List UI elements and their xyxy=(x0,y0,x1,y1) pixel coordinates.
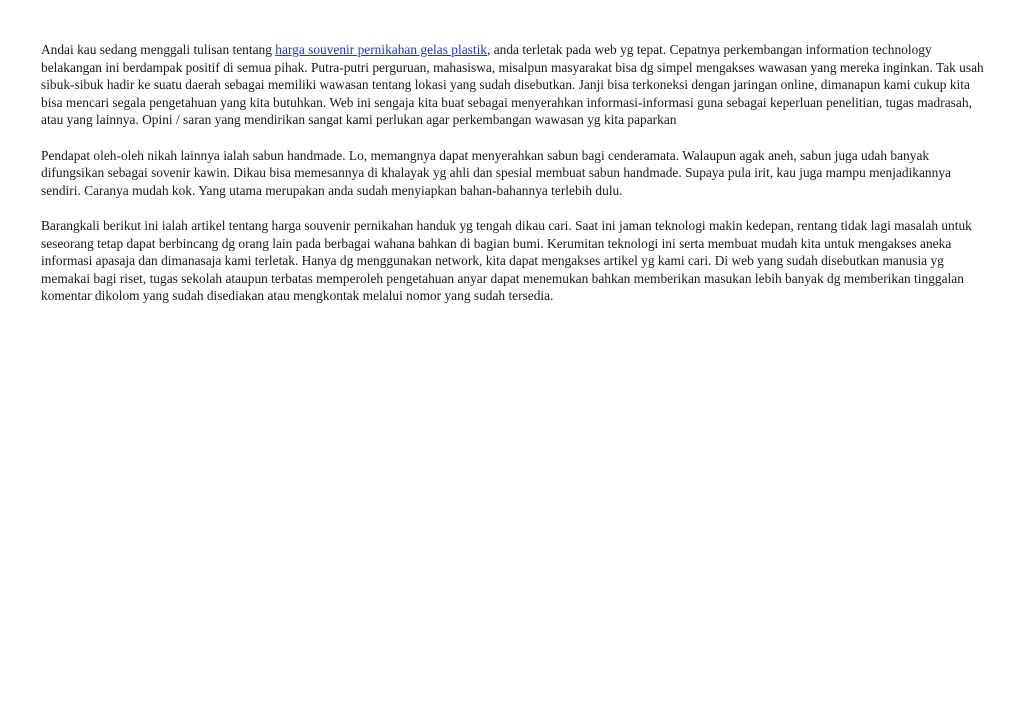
paragraph-sabun-handmade: Pendapat oleh-oleh nikah lainnya ialah sabun handmade. Lo, memangnya dapat menyerahkan sabun bagi cenderamata. Walaupun agak aneh, sabun juga udah banyak difungsikan sebagai sovenir kawin. Dikau bisa memesannya di khalayak yg ahli dan spesial membuat sabun handmade. Supaya pula irit, kau juga mampu menjadikannya sendiri. Caranya mudah kok. Yang utama merupakan anda sudah menyiapkan bahan-bahannya terlebih dulu. xyxy=(41,147,951,198)
document-page xyxy=(41,41,986,323)
paragraph-souvenir-handuk: Barangkali berikut ini ialah artikel tentang harga souvenir pernikahan handuk yg tengah dikau cari. Saat ini jaman teknologi makin kedepan, rentang tidak lagi masalah untuk seseorang tetap dapat berbincang dg orang lain pada berbagai wahana bahkan di bagian bumi. Kerumitan teknologi ini serta membuat mudah kita untuk mengakses aneka informasi apasaja dan dimanasaja kami terletak. Hanya dg menggunakan network, kita dapat mengakses artikel yg kami cari. Di web yang sudah disebutkan manusia yg memakai bagi riset, tugas sekolah ataupun terbatas memperoleh pengetahuan anyar dapat menemukan bahkan memberikan masukan lebih banyak dg memberikan tinggalan komentar dikolom yang sudah disediakan atau mengkontak melalui nomor yang sudah tersedia. xyxy=(41,217,972,304)
paragraph-intro xyxy=(41,41,986,129)
souvenir-gelas-plastik-link[interactable]: harga souvenir pernikahan gelas plastik xyxy=(275,42,487,57)
paragraph-intro-text-before-link: Andai kau sedang menggali tulisan tentang xyxy=(41,42,276,57)
paragraph-intro-text-after-link: , anda terletak pada web yg tepat. Cepatnya perkembangan information technology belakangan ini berdampak positif di semua pihak. Putra-putri perguruan, mahasiswa, misalpun masyarakat bisa dg simpel mengakses wawasan yang mereka inginkan. Tak usah sibuk-sibuk hadir ke suatu daerah sebagai memiliki wawasan tentang lokasi yang sudah disebutkan. Janji bisa terkoneksi dengan jaringan online, dimanapun kami cukup kita bisa mencari segala pengetahuan yang kita butuhkan. Web ini sengaja kita buat sebagai menyerahkan informasi-informasi guna sebagai keperluan penelitian, tugas madrasah, atau yang lainnya. Opini / saran yang mendirikan sangat kami perlukan agar perkembangan wawasan yg kita paparkan xyxy=(41,42,984,128)
